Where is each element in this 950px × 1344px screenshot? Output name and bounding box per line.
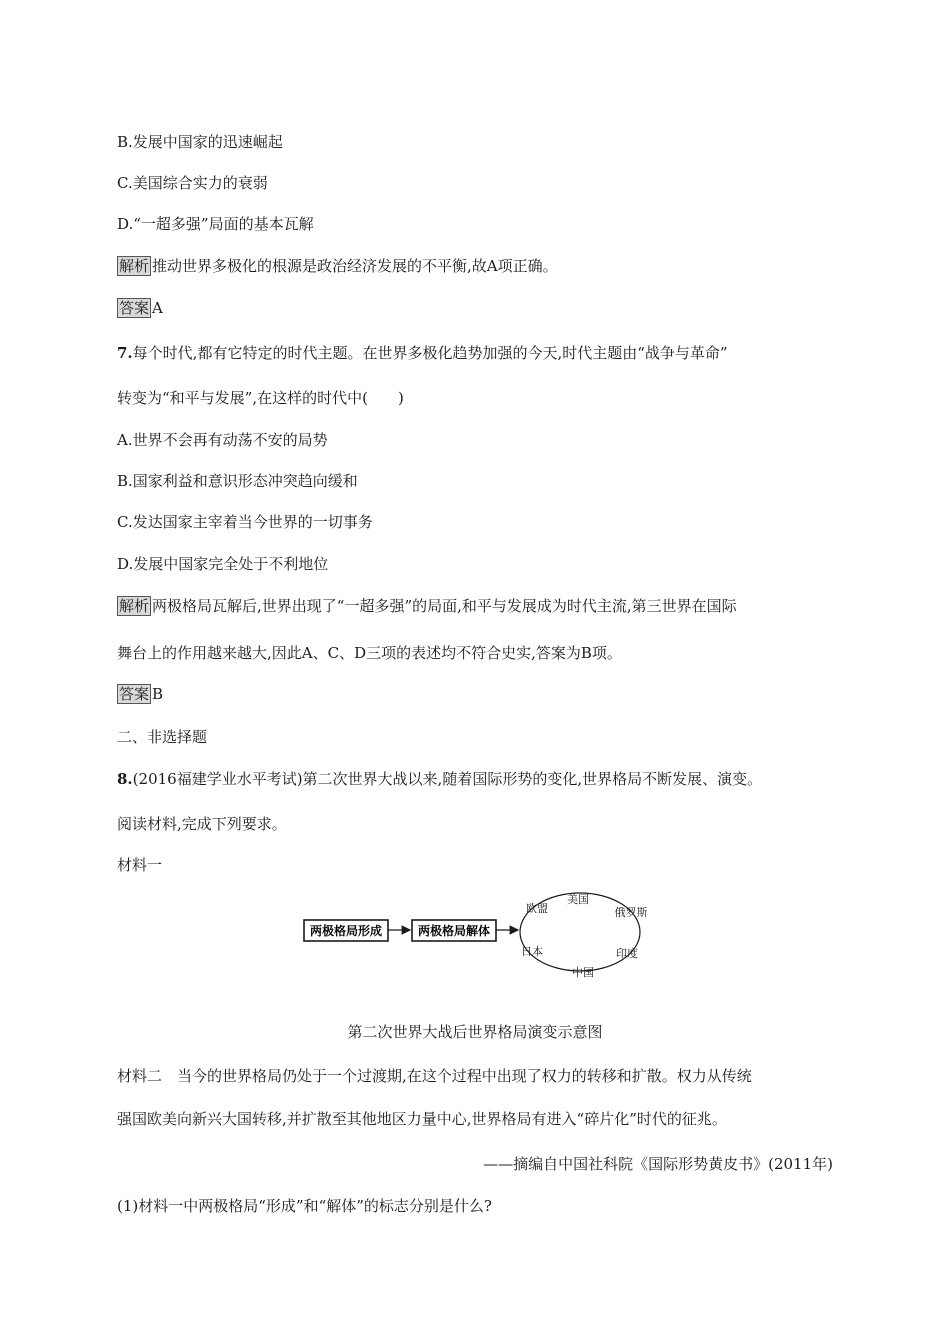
analysis-tag: 解析 [119,257,150,275]
q7-option-b: B.国家利益和意识形态冲突趋向缓和 [117,472,358,490]
diagram-caption: 第二次世界大战后世界格局演变示意图 [347,1023,603,1041]
stem-text: (2016福建学业水平考试)第二次世界大战以来,随着国际形势的变化,世界格局不断发展、演变。 [132,770,763,788]
box-bipolar-formed-label: 两极格局形成 [309,924,383,938]
analysis-text: 两极格局瓦解后,世界出现了“一超多强”的局面,和平与发展成为时代主流,第三世界在国际 [152,597,737,615]
q7-option-a: A.世界不会再有动荡不安的局势 [117,431,328,449]
answer-text: B [152,685,164,703]
q7-analysis-line2: 舞台上的作用越来越大,因此A、C、D三项的表述均不符合史实,答案为B项。 [117,644,622,662]
analysis-text: 推动世界多极化的根源是政治经济发展的不平衡,故A项正确。 [152,257,558,275]
q8-stem-line1 [117,769,762,789]
answer-tag: 答案 [119,685,150,703]
section-heading: 二、非选择题 [117,728,208,746]
question-number: 7. [117,344,133,362]
q7-analysis-line1 [117,596,737,616]
q8-sub-question-1: (1)材料一中两极格局“形成”和“解体”的标志分别是什么? [117,1197,492,1215]
material1-label: 材料一 [117,856,163,874]
q6-option-c: C.美国综合实力的衰弱 [117,174,268,192]
analysis-tag: 解析 [119,597,150,615]
material2-line2: 强国欧美向新兴大国转移,并扩散至其他地区力量中心,世界格局有进入“碎片化”时代的征兆。 [117,1110,727,1128]
box-bipolar-collapsed-label: 两极格局解体 [417,924,491,938]
q7-option-c: C.发达国家主宰着当今世界的一切事务 [117,513,373,531]
power-india: 印度 [616,947,638,960]
power-japan: 日本 [521,945,543,958]
q7-stem-line2: 转变为“和平与发展”,在这样的时代中( ) [117,389,404,407]
world-pattern-diagram [300,885,660,990]
q6-option-d: D.“一超多强”局面的基本瓦解 [117,215,314,233]
question-number: 8. [117,770,133,788]
q6-answer [117,298,163,318]
material2-line1: 材料二 当今的世界格局仍处于一个过渡期,在这个过程中出现了权力的转移和扩散。权力从传统 [117,1067,752,1085]
q8-stem-line2: 阅读材料,完成下列要求。 [117,815,287,833]
power-usa: 美国 [567,893,589,906]
q6-option-b: B.发展中国家的迅速崛起 [117,133,283,151]
answer-tag: 答案 [119,299,150,317]
q7-option-d: D.发展中国家完全处于不利地位 [117,555,329,573]
q6-analysis [117,256,558,276]
power-china: 中国 [572,966,594,979]
power-eu: 欧盟 [526,902,548,915]
material2-source: ——摘编自中国社科院《国际形势黄皮书》(2011年) [483,1155,833,1173]
stem-text: 每个时代,都有它特定的时代主题。在世界多极化趋势加强的今天,时代主题由“战争与革命” [132,344,728,362]
q7-answer [117,684,163,704]
answer-text: A [152,299,163,317]
q7-stem-line1 [117,343,728,363]
power-russia: 俄罗斯 [614,906,648,919]
